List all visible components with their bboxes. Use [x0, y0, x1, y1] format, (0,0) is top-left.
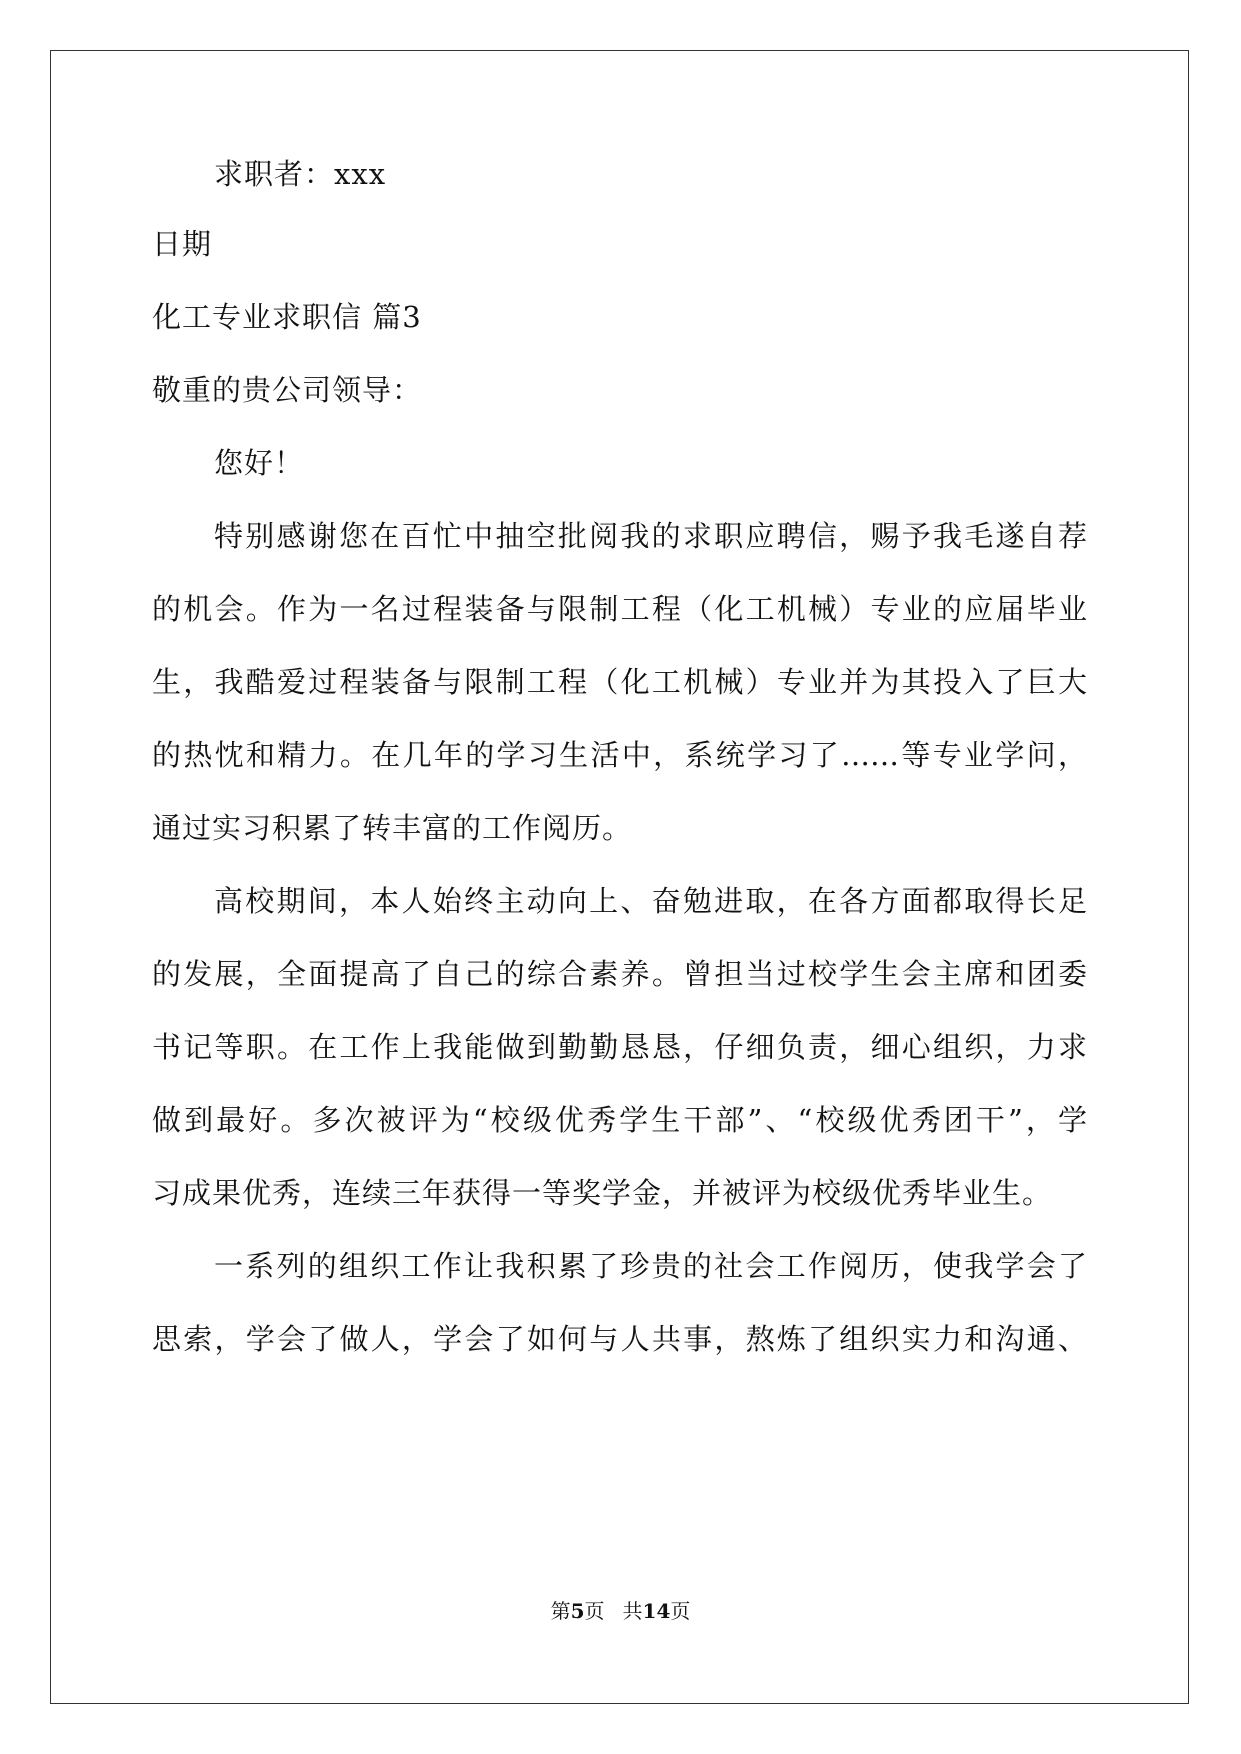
paragraph-line: 做到最好。多次被评为“校级优秀学生干部”、“校级优秀团干”，学: [152, 1103, 1087, 1137]
page-number-footer: [0, 1599, 1241, 1623]
paragraph-line: 书记等职。在工作上我能做到勤勤恳恳，仔细负责，细心组织，力求: [152, 1030, 1087, 1064]
paragraph-line: 习成果优秀，连续三年获得一等奖学金，并被评为校级优秀毕业生。: [152, 1176, 1053, 1210]
greeting: 您好！: [214, 446, 305, 480]
current-page-number: 5: [570, 1599, 585, 1623]
section-heading: 化工专业求职信 篇3: [152, 300, 422, 334]
page-prefix: 第: [550, 1599, 571, 1623]
total-page-number: 14: [642, 1599, 671, 1623]
page-suffix: 页: [584, 1599, 605, 1623]
paragraph-line: 特别感谢您在百忙中抽空批阅我的求职应聘信，赐予我毛遂自荐: [214, 519, 1087, 553]
paragraph-line: 通过实习积累了转丰富的工作阅历。: [152, 811, 633, 845]
paragraph-line: 一系列的组织工作让我积累了珍贵的社会工作阅历，使我学会了: [214, 1249, 1087, 1283]
total-suffix: 页: [670, 1599, 691, 1623]
applicant-line: 求职者：xxx: [214, 157, 387, 191]
total-prefix: 共: [622, 1599, 643, 1623]
paragraph-line: 生，我酷爱过程装备与限制工程（化工机械）专业并为其投入了巨大: [152, 665, 1087, 699]
paragraph-line: 的热忱和精力。在几年的学习生活中，系统学习了……等专业学问，: [152, 738, 1087, 772]
date-line: 日期: [152, 227, 213, 261]
paragraph-line: 的发展，全面提高了自己的综合素养。曾担当过校学生会主席和团委: [152, 957, 1087, 991]
salutation: 敬重的贵公司领导：: [152, 373, 423, 407]
paragraph-line: 高校期间，本人始终主动向上、奋勉进取，在各方面都取得长足: [214, 884, 1087, 918]
paragraph-line: 思索，学会了做人，学会了如何与人共事，熬炼了组织实力和沟通、: [152, 1322, 1087, 1356]
paragraph-line: 的机会。作为一名过程装备与限制工程（化工机械）专业的应届毕业: [152, 592, 1087, 626]
